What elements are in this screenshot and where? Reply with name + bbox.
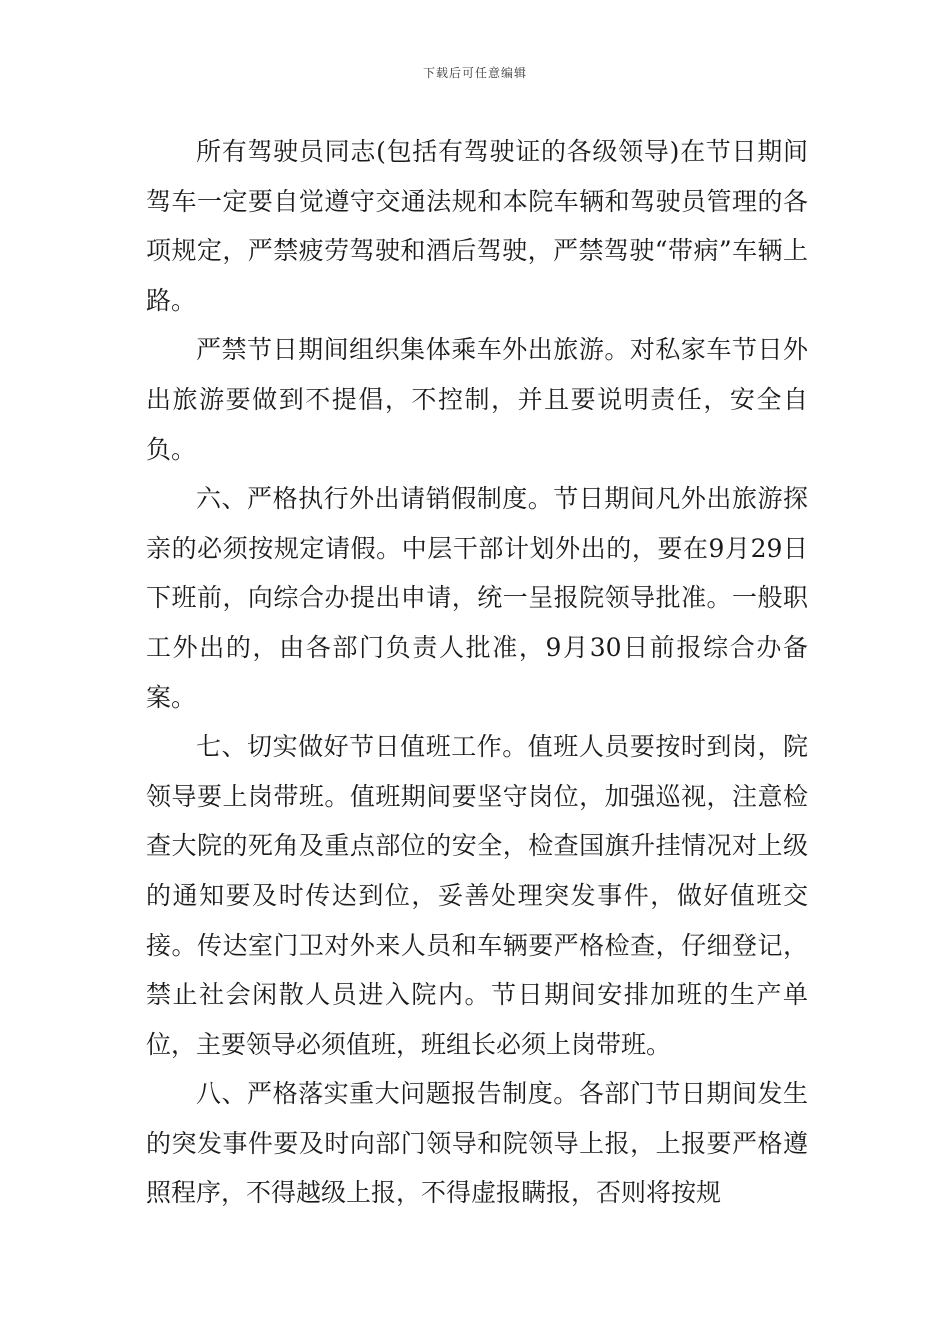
paragraph-duty-work: 七、切实做好节日值班工作。值班人员要按时到岗，院领导要上岗带班。值班期间要坚守岗位，加强巡视，注意检查大院的死角及重点部位的安全，检查国旗升挂情况对上级的通知要及时传达到位，妥善处理突发事件，做好值班交接。传达室门卫对外来人员和车辆要严格检查，仔细登记，禁止社会闲散人员进入院内。节日期间安排加班的生产单位，主要领导必须值班，班组长必须上岗带班。 <box>146 732 808 1059</box>
paragraph-reporting-system: 八、严格落实重大问题报告制度。各部门节日期间发生的突发事件要及时向部门领导和院领导上报，上报要严格遵照程序，不得越级上报，不得虚报瞒报，否则将按规 <box>146 1079 808 1208</box>
paragraph-leave-system: 六、严格执行外出请销假制度。节日期间凡外出旅游探亲的必须按规定请假。中层干部计划外出的，要在9月29日下班前，向综合办提出申请，统一呈报院领导批准。一般职工外出的，由各部门负责人批准，9月30日前报综合办备案。 <box>146 484 808 712</box>
paragraph-driver-rules: 所有驾驶员同志(包括有驾驶证的各级领导)在节日期间驾车一定要自觉遵守交通法规和本院车辆和驾驶员管理的各项规定，严禁疲劳驾驶和酒后驾驶，严禁驾驶“带病”车辆上路。 <box>146 137 808 315</box>
paragraph-travel-ban: 严禁节日期间组织集体乘车外出旅游。对私家车节日外出旅游要做到不提倡，不控制，并且要说明责任，安全自负。 <box>146 335 808 464</box>
document-body <box>146 127 808 1218</box>
page-header: 下载后可任意编辑 <box>422 66 527 80</box>
